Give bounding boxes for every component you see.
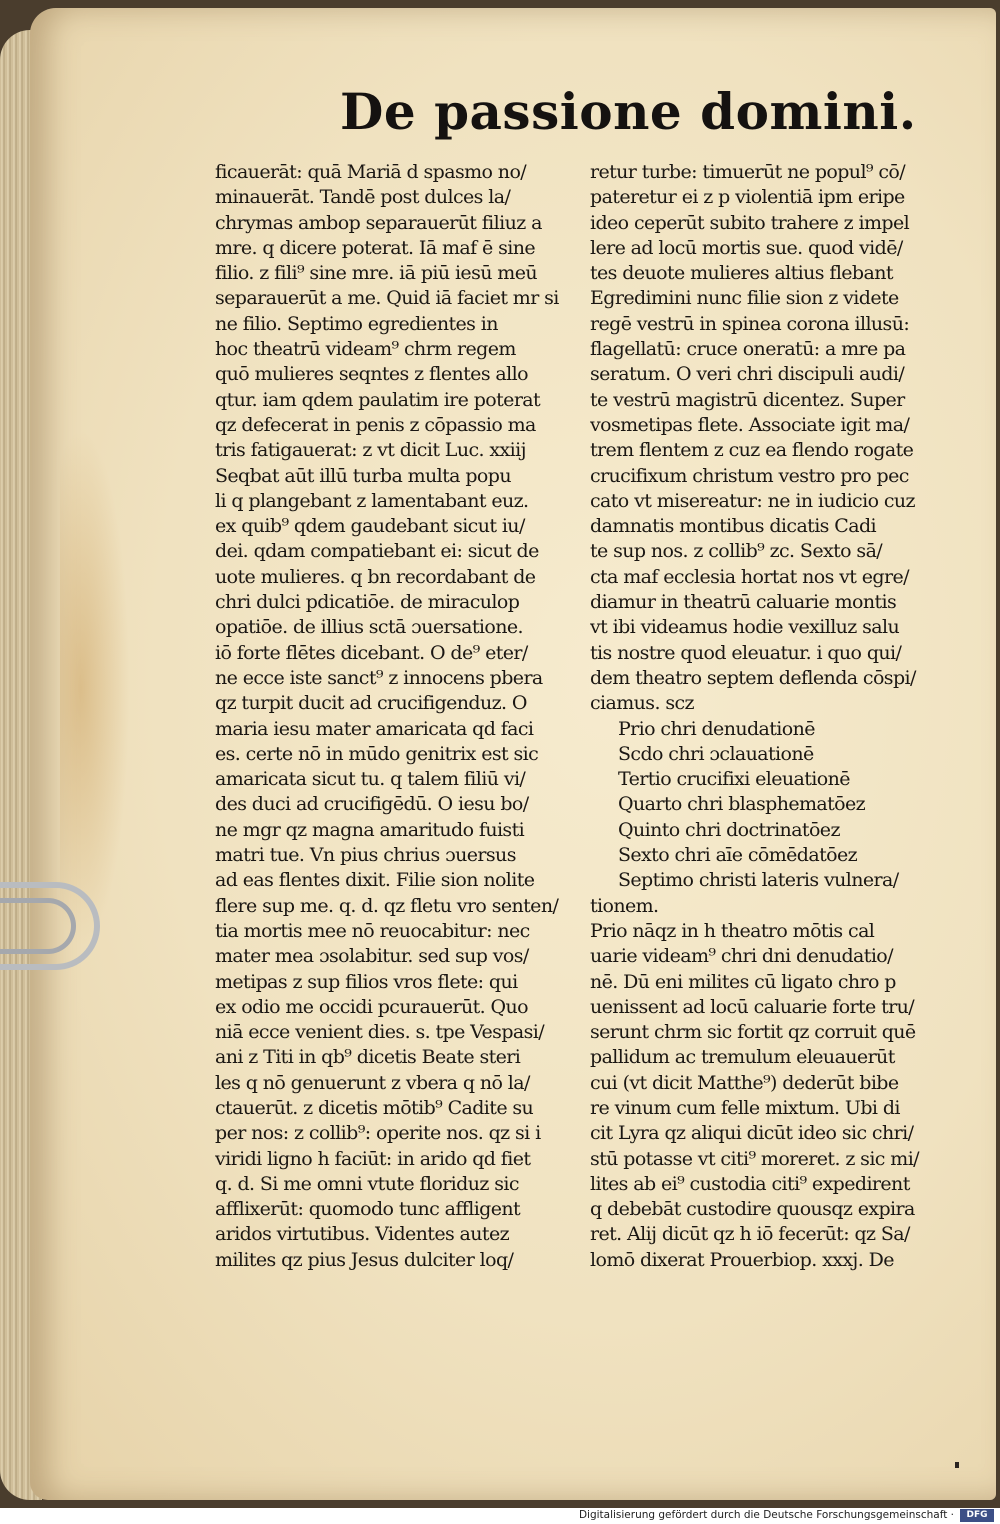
paper-stain: [60, 428, 130, 948]
text-line: tes deuote mulieres altius flebant: [590, 262, 893, 285]
text-line: pateretur ei z p violentiā ipm eripe: [590, 186, 905, 209]
text-line: cui (vt dicit Matthe⁹) dederūt bibe: [590, 1071, 899, 1094]
text-line: Quinto chri doctrinatōez: [618, 818, 840, 841]
dfg-logo: DFG: [960, 1509, 994, 1522]
text-line: regē vestrū in spinea corona illusū:: [590, 312, 910, 335]
text-line: te vestrū magistrū dicentez. Super: [590, 388, 905, 411]
text-line: vosmetipas flete. Associate igit ma/: [590, 413, 910, 436]
text-line: uenissent ad locū caluarie forte tru/: [590, 995, 915, 1018]
text-line: cato vt misereatur: ne in iudicio cuz: [590, 489, 915, 512]
text-line: dem theatro septem deflenda cōspi/: [590, 666, 916, 689]
text-line: Seqbat aūt illū turba multa popu: [215, 464, 511, 487]
text-line: Sexto chri aīe cōmēdatōez: [618, 844, 858, 867]
text-line: metipas z sup filios vros flete: qui: [215, 970, 518, 993]
text-line: mater mea ɔsolabitur. sed sup vos/: [215, 945, 529, 968]
text-line: lites ab ei⁹ custodia citi⁹ expedirent: [590, 1172, 910, 1195]
digitization-credit: Digitalisierung gefördert durch die Deutsche Forschungsgemeinschaft ·: [578, 1509, 954, 1521]
text-line: chrymas ambop separauerūt filiuz a: [215, 211, 542, 234]
text-line: tia mortis mee nō reuocabitur: nec: [215, 919, 530, 942]
text-line: vt ibi videamus hodie vexilluz salu: [590, 616, 900, 639]
text-line: ne mgr qz magna amaritudo fuisti: [215, 818, 525, 841]
text-line: uote mulieres. q bn recordabant de: [215, 565, 536, 588]
text-line: tionem.: [590, 894, 659, 917]
text-line: Prio chri denudationē: [618, 717, 815, 740]
left-text-column: [215, 160, 580, 1273]
text-line: dei. qdam compatiebant ei: sicut de: [215, 540, 539, 563]
text-line: ne ecce iste sanct⁹ z innocens pbera: [215, 666, 543, 689]
text-line: q. d. Si me omni vtute floriduz sic: [215, 1172, 519, 1195]
text-line: serunt chrm sic fortit qz corruit quē: [590, 1021, 916, 1044]
text-line: ctauerūt. z dicetis mōtib⁹ Cadite su: [215, 1096, 534, 1119]
text-line: filio. z fili⁹ sine mre. iā piū iesū meū: [215, 262, 537, 285]
text-line: q debebāt custodire quousqz expira: [590, 1198, 915, 1221]
paper-clip-inner-loop: [0, 898, 76, 954]
text-line: seratum. O veri chri discipuli audi/: [590, 363, 905, 386]
text-line: les q nō genuerunt z vbera q nō la/: [215, 1071, 530, 1094]
text-line: separauerūt a me. Quid iā faciet mr si: [215, 287, 559, 310]
text-line: niā ecce venient dies. s. tpe Vespasi/: [215, 1021, 545, 1044]
text-line: quō mulieres seqntes z flentes allo: [215, 363, 528, 386]
text-line: qz turpit ducit ad crucifigenduz. O: [215, 692, 527, 715]
text-line: lomō dixerat Prouerbiop. xxxj. De: [590, 1248, 894, 1271]
text-line: trem flentem z cuz ea flendo rogate: [590, 439, 914, 462]
text-line: mre. q dicere poterat. Iā maf ē sine: [215, 236, 536, 259]
text-line: Tertio crucifixi eleuationē: [618, 768, 850, 791]
text-line: per nos: z collib⁹: operite nos. qz si i: [215, 1122, 541, 1145]
text-line: lere ad locū mortis sue. quod vidē/: [590, 236, 903, 259]
text-line: ret. Alij dicūt qz h iō fecerūt: qz Sa/: [590, 1223, 910, 1246]
text-line: es. certe nō in mūdo genitrix est sic: [215, 742, 539, 765]
text-line: ad eas flentes dixit. Filie sion nolite: [215, 869, 535, 892]
text-line: ne filio. Septimo egredientes in: [215, 312, 498, 335]
text-line: tis nostre quod eleuatur. i quo qui/: [590, 641, 902, 664]
text-line: ficauerāt: quā Mariā d spasmo no/: [215, 161, 527, 183]
text-line: Quarto chri blasphematōez: [618, 793, 866, 816]
text-line: cta maf ecclesia hortat nos vt egre/: [590, 565, 909, 588]
text-line: iō forte flētes dicebant. O de⁹ eter/: [215, 641, 528, 664]
text-line: te sup nos. z collib⁹ zc. Sexto sā/: [590, 540, 883, 563]
text-line: pallidum ac tremulum eleuauerūt: [590, 1046, 895, 1069]
text-line: flere sup me. q. d. qz fletu vro senten/: [215, 894, 559, 917]
text-line: cit Lyra qz aliqui dicūt ideo sic chri/: [590, 1122, 914, 1145]
text-line: maria iesu mater amaricata qd faci: [215, 717, 534, 740]
text-line: uarie videam⁹ chri dni denudatio/: [590, 945, 893, 968]
text-line: damnatis montibus dicatis Cadi: [590, 515, 876, 538]
text-line: qz defecerat in penis z cōpassio ma: [215, 413, 536, 436]
text-line: aridos virtutibus. Videntes autez: [215, 1223, 510, 1246]
text-line: diamur in theatrū caluarie montis: [590, 591, 897, 614]
text-line: re vinum cum felle mixtum. Ubi di: [590, 1096, 900, 1119]
text-line: ex odio me occidi pcurauerūt. Quo: [215, 995, 528, 1018]
text-line: opatiōe. de illius sctā ɔuersatione.: [215, 616, 523, 639]
text-line: crucifixum christum vestro pro pec: [590, 464, 909, 487]
text-line: matri tue. Vn pius chrius ɔuersus: [215, 844, 516, 867]
text-line: ani z Titi in qb⁹ dicetis Beate steri: [215, 1046, 521, 1069]
text-line: nē. Dū eni milites cū ligato chro p: [590, 970, 896, 993]
text-line: Septimo christi lateris vulnera/: [618, 869, 899, 892]
text-line: des duci ad crucifigēdū. O iesu bo/: [215, 793, 529, 816]
text-line: retur turbe: timuerūt ne popul⁹ cō/: [590, 161, 906, 183]
text-line: qtur. iam qdem paulatim ire poterat: [215, 388, 541, 411]
text-line: hoc theatrū videam⁹ chrm regem: [215, 338, 516, 361]
text-line: minauerāt. Tandē post dulces la/: [215, 186, 511, 209]
text-line: ideo ceperūt subito trahere z impel: [590, 211, 910, 234]
text-line: li q plangebant z lamentabant euz.: [215, 489, 529, 512]
text-line: afflixerūt: quomodo tunc affligent: [215, 1198, 521, 1221]
text-line: chri dulci pdicatiōe. de miraculop: [215, 591, 520, 614]
text-line: amaricata sicut tu. q talem filiū vi/: [215, 768, 526, 791]
text-line: milites qz pius Jesus dulciter loq/: [215, 1248, 514, 1271]
right-text-column: [590, 160, 938, 1273]
text-line: flagellatū: cruce oneratū: a mre pa: [590, 338, 906, 361]
page-mark: [955, 1462, 959, 1468]
text-line: Scdo chri ɔclauationē: [618, 742, 814, 765]
text-line: tris fatigauerat: z vt dicit Luc. xxiij: [215, 439, 526, 462]
text-line: Prio nāqz in h theatro mōtis cal: [590, 919, 875, 942]
page-heading: De passione domini.: [340, 82, 917, 141]
text-line: stū potasse vt citi⁹ moreret. z sic mi/: [590, 1147, 919, 1170]
text-line: Egredimini nunc filie sion z videte: [590, 287, 899, 310]
text-line: ex quib⁹ qdem gaudebant sicut iu/: [215, 515, 525, 538]
text-line: ciamus. scz: [590, 692, 694, 715]
text-line: viridi ligno h faciūt: in arido qd fiet: [215, 1147, 531, 1170]
